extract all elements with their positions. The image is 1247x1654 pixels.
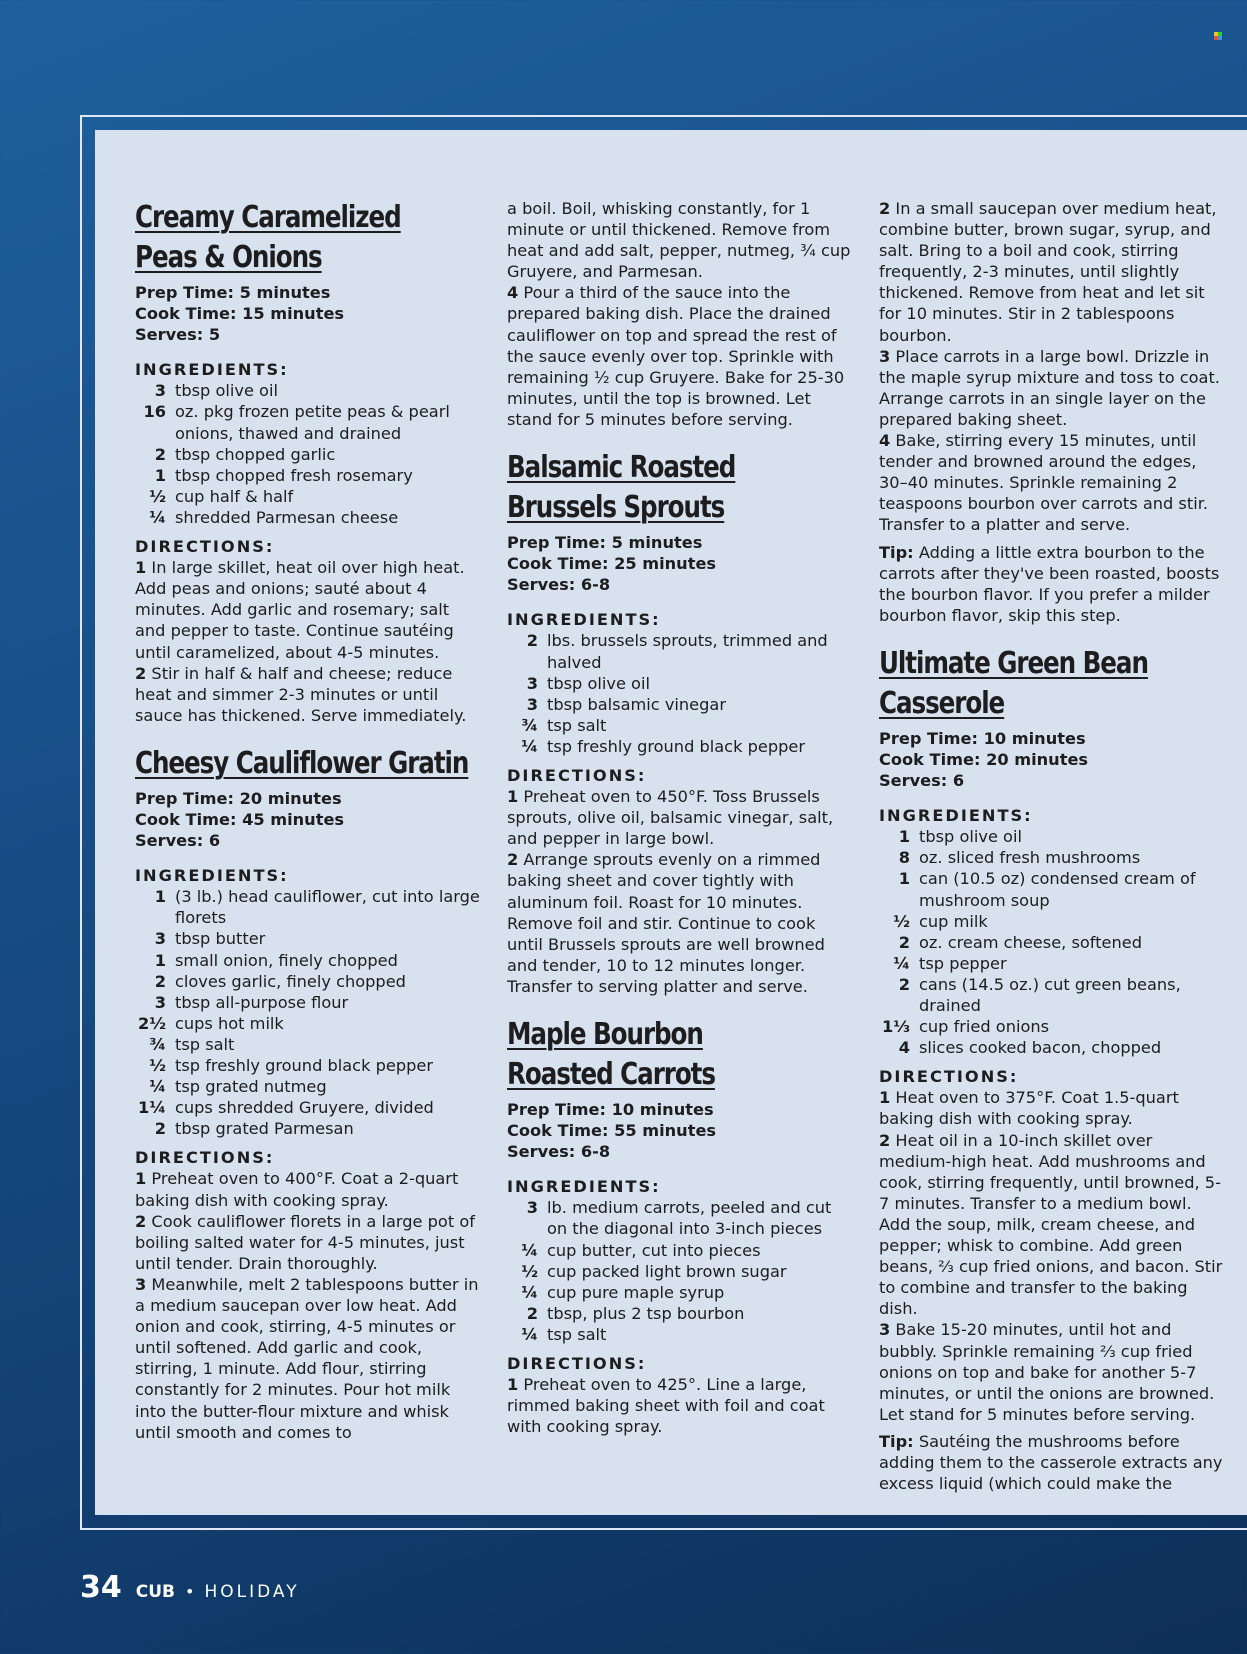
page-footer [80, 1570, 300, 1605]
column-1 [135, 198, 480, 1443]
prep-time: Prep Time: 10 minutes [507, 1100, 714, 1119]
brand-name: CUB [135, 1582, 175, 1602]
ingredient-item: ¼ shredded Parmesan cheese [149, 507, 399, 527]
ingredient-item: 16 oz. pkg frozen petite peas & pearl onions, thawed and drained [143, 402, 450, 443]
ingredient-item: ½ cup milk [893, 911, 988, 931]
prep-time: Prep Time: 10 minutes [879, 728, 1086, 748]
ingredients-heading: INGREDIENTS: [135, 360, 289, 380]
ingredient-item: ¼ tsp salt [521, 1324, 607, 1344]
serves: Serves: 6-8 [507, 1142, 611, 1162]
ingredient-item: 3 tbsp olive oil [526, 673, 650, 693]
ingredient-list [135, 380, 480, 528]
tip: Tip: Adding a little extra bourbon to the carrots after they've been roasted, boosts the bourbon flavor. If you prefer a milder bourbon flavor, skip this step. [879, 542, 1220, 625]
recipe-green-bean-casserole [879, 644, 1224, 1494]
directions-heading: DIRECTIONS: [507, 1354, 647, 1374]
cook-time: Cook Time: 20 minutes [879, 749, 1089, 769]
direction-step: 2 Heat oil in a 10-inch skillet over medium-high heat. Add mushrooms and cook, stirring frequently, until browned, 5-7 minutes. Transfer to a medium bowl. Add the soup, milk, cream cheese, and pepper; whisk to combine. Add green beans, ⅔ cup fried onions, and bacon. Stir to combine and transfer to the baking dish. [879, 1130, 1223, 1319]
ingredient-item: ¾ tsp salt [521, 715, 607, 735]
ingredient-list [507, 630, 852, 757]
directions-heading: DIRECTIONS: [135, 537, 275, 557]
ingredient-item: ¼ cup pure maple syrup [521, 1282, 725, 1302]
direction-step: 3 Bake 15-20 minutes, until hot and bubbly. Sprinkle remaining ⅔ cup fried onions on top and bake for another 5-7 minutes, or until the onions are browned. Let stand for 5 minutes before serving. [879, 1320, 1215, 1424]
cook-time: Cook Time: 15 minutes [135, 304, 345, 324]
ingredient-item: ¾ tsp salt [149, 1034, 235, 1054]
serves: Serves: 6-8 [507, 575, 611, 595]
direction-step: 2 Stir in half & half and cheese; reduce heat and simmer 2-3 minutes or until sauce has thickened. Serve immediately. [135, 663, 467, 725]
serves: Serves: 6 [135, 831, 221, 851]
direction-step: 2 In a small saucepan over medium heat, combine butter, brown sugar, syrup, and salt. Bring to a boil and cook, stirring frequently, 2-3 minutes, until slightly thickened. Remove from heat and let sit for 10 minutes. Stir in 2 tablespoons bourbon. [879, 199, 1217, 345]
column-3 [879, 198, 1224, 1494]
ingredient-item: 2 oz. cream cheese, softened [898, 932, 1142, 952]
ingredient-item: ½ cup half & half [149, 486, 294, 506]
direction-step: 1 Preheat oven to 400°F. Coat a 2-quart baking dish with cooking spray. [135, 1169, 459, 1210]
ingredient-item: 3 tbsp all-purpose flour [154, 992, 349, 1012]
direction-step: 1 In large skillet, heat oil over high heat. Add peas and onions; sauté about 4 minutes. Add garlic and rosemary; salt and pepper to taste. Continue sautéing until caramelized, about 4-5 minutes. [135, 558, 465, 662]
recipe-cauliflower-gratin [135, 744, 480, 1443]
ingredient-item: 2 tbsp, plus 2 tsp bourbon [526, 1303, 745, 1323]
carrots-continued [879, 198, 1224, 626]
recipe-creamy-peas [135, 198, 480, 726]
recipe-title: Maple Bourbon Roasted Carrots [507, 1017, 715, 1092]
footer-separator: • [185, 1582, 195, 1601]
ingredient-list [135, 886, 480, 1139]
ingredient-item: 2½ cups hot milk [137, 1013, 284, 1033]
cook-time: Cook Time: 55 minutes [507, 1121, 717, 1141]
direction-step: 1 Preheat oven to 425°. Line a large, rimmed baking sheet with foil and coat with cooking spray. [507, 1375, 825, 1437]
direction-step: a boil. Boil, whisking constantly, for 1 minute or until thickened. Remove from heat and add salt, pepper, nutmeg, ¾ cup Gruyere, and Parmesan. [507, 199, 851, 282]
ingredients-heading: INGREDIENTS: [135, 866, 289, 886]
serves: Serves: 5 [135, 325, 221, 345]
ingredient-item: 2 tbsp grated Parmesan [154, 1119, 354, 1139]
direction-step: 4 Pour a third of the sauce into the prepared baking dish. Place the drained cauliflower on top and spread the rest of the sauce evenly over top. Sprinkle with remaining ½ cup Gruyere. Bake for 25-30 minutes, until the top is browned. Let stand for 5 minutes before serving. [507, 283, 845, 429]
cook-time: Cook Time: 25 minutes [507, 554, 717, 574]
tip: Tip: Sautéing the mushrooms before adding them to the casserole extracts any excess liquid (which could make the [879, 1431, 1223, 1494]
page-number: 34 [80, 1570, 122, 1605]
ingredient-item: ¼ tsp grated nutmeg [149, 1077, 327, 1097]
ingredient-list [879, 826, 1224, 1058]
prep-time: Prep Time: 20 minutes [135, 788, 342, 808]
recipe-title: Balsamic Roasted Brussels Sprouts [507, 450, 736, 526]
direction-step: 3 Place carrots in a large bowl. Drizzle in the maple syrup mixture and toss to coat. Arrange carrots in an single layer on the prepared baking sheet. [879, 346, 1220, 429]
cook-time: Cook Time: 45 minutes [135, 809, 345, 829]
direction-step: 2 Cook cauliflower florets in a large pot of boiling salted water for 4-5 minutes, just until tender. Drain thoroughly. [135, 1211, 475, 1273]
ingredients-heading: INGREDIENTS: [879, 806, 1033, 826]
ingredients-heading: INGREDIENTS: [507, 610, 661, 630]
prep-time: Prep Time: 5 minutes [135, 283, 331, 302]
ingredient-item: 1 tbsp olive oil [898, 827, 1022, 847]
direction-step: 3 Meanwhile, melt 2 tablespoons butter in a medium saucepan over low heat. Add onion and cook, stirring, 4-5 minutes or until softened. Add garlic and cook, stirring, 1 minute. Add flour, stirring constantly for 2 minutes. Pour hot milk into the butter-flour mixture and whisk until smooth and comes to [135, 1274, 479, 1442]
directions-heading: DIRECTIONS: [879, 1067, 1019, 1087]
direction-step: 4 Bake, stirring every 15 minutes, until tender and browned around the edges, 30–40 minutes. Sprinkle remaining 2 teaspoons bourbon over carrots and stir. Transfer to a platter and serve. [879, 431, 1209, 535]
ingredients-heading: INGREDIENTS: [507, 1177, 661, 1197]
column-2 [507, 198, 852, 1437]
ingredient-item: 3 tbsp olive oil [154, 381, 278, 401]
gratin-continued [507, 198, 852, 430]
ingredient-item: 8 oz. sliced fresh mushrooms [898, 848, 1141, 868]
ingredient-item: 4 slices cooked bacon, chopped [898, 1038, 1162, 1058]
direction-step: 2 Arrange sprouts evenly on a rimmed baking sheet and cover tightly with aluminum foil. Roast for 10 minutes. Remove foil and stir. Continue to cook until Brussels sprouts are well browned and tender, 10 to 12 minutes longer. Transfer to serving platter and serve. [507, 850, 825, 996]
ingredient-item: 1 can (10.5 oz) condensed cream of mushroom soup [898, 869, 1196, 910]
ingredient-item: ¼ cup butter, cut into pieces [521, 1240, 761, 1260]
ingredient-item: ½ cup packed light brown sugar [521, 1261, 787, 1281]
recipe-title: Creamy Caramelized Peas & Onions [135, 200, 401, 275]
ingredient-item: 2 tbsp chopped garlic [154, 444, 336, 464]
ingredient-item: 1¼ cups shredded Gruyere, divided [137, 1098, 434, 1118]
ingredient-item: ½ tsp freshly ground black pepper [149, 1056, 434, 1075]
ingredient-list [507, 1197, 852, 1345]
ingredient-item: 1 tbsp chopped fresh rosemary [154, 465, 413, 485]
recipe-title: Cheesy Cauliflower Gratin [135, 745, 469, 781]
directions-heading: DIRECTIONS: [135, 1148, 275, 1168]
ingredient-item: 2 cans (14.5 oz.) cut green beans, drained [898, 974, 1181, 1015]
recipe-maple-carrots [507, 1015, 852, 1437]
ingredient-item: 3 lb. medium carrots, peeled and cut on the diagonal into 3-inch pieces [526, 1198, 832, 1239]
ingredient-item: 3 tbsp balsamic vinegar [526, 694, 726, 714]
serves: Serves: 6 [879, 771, 965, 791]
direction-step: 1 Heat oven to 375°F. Coat 1.5-quart baking dish with cooking spray. [879, 1088, 1179, 1129]
direction-step: 1 Preheat oven to 450°F. Toss Brussels sprouts, olive oil, balsamic vinegar, salt, and pepper in large bowl. [507, 787, 834, 849]
recipe-brussels-sprouts [507, 448, 852, 997]
ingredient-item: ¼ tsp freshly ground black pepper [521, 736, 806, 756]
ingredient-item: 1 (3 lb.) head cauliflower, cut into large florets [154, 887, 480, 928]
ingredient-item: 2 lbs. brussels sprouts, trimmed and halved [526, 631, 828, 672]
ingredient-item: 1 small onion, finely chopped [154, 950, 398, 970]
ingredient-item: ¼ tsp pepper [893, 953, 1007, 973]
section-name: HOLIDAY [204, 1582, 300, 1602]
recipe-title: Ultimate Green Bean Casserole [879, 645, 1148, 721]
ingredient-item: 1⅓ cup fried onions [881, 1017, 1050, 1037]
corner-mark-icon [1214, 32, 1222, 40]
ingredient-item: 3 tbsp butter [154, 929, 266, 949]
prep-time: Prep Time: 5 minutes [507, 533, 703, 553]
ingredient-item: 2 cloves garlic, finely chopped [154, 971, 406, 991]
directions-heading: DIRECTIONS: [507, 765, 647, 785]
